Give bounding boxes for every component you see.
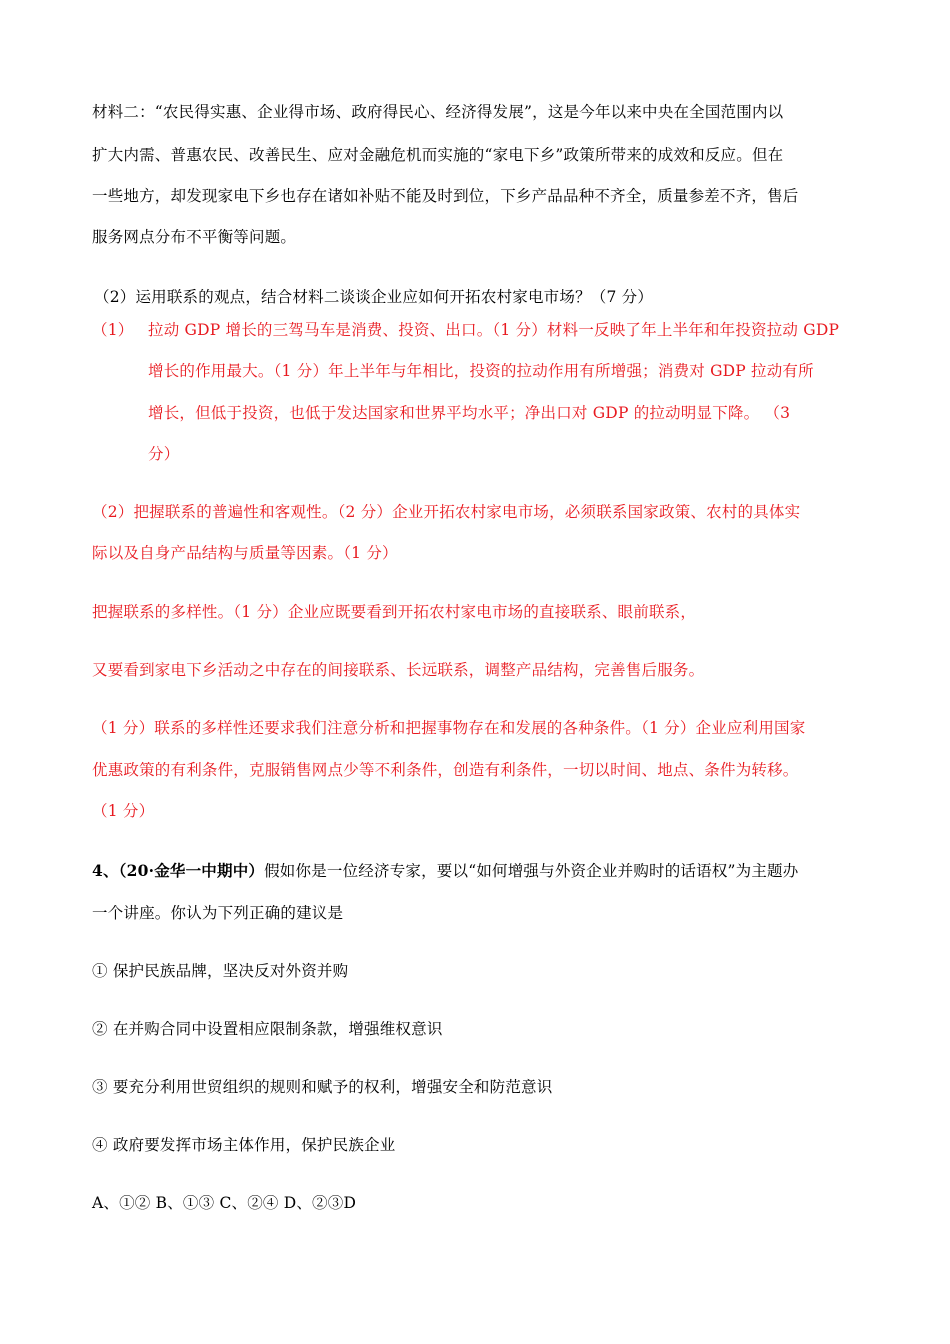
option-4: ④ 政府要发挥市场主体作用，保护民族企业 xyxy=(92,1136,396,1154)
answer1-line-3: 增长，但低于投资，也低于发达国家和世界平均水平；净出口对 GDP 的拉动明显下降。 （3 xyxy=(148,404,791,422)
answer2-line-1: （2）把握联系的普遍性和客观性。（2 分）企业开拓农村家电市场，必须联系国家政策、农村的具体实 xyxy=(92,503,801,521)
material2-line-3: 一些地方，却发现家电下乡也存在诸如补贴不能及时到位，下乡产品品种不齐全，质量参差不齐，售后 xyxy=(92,187,799,205)
answer3-line-4: 优惠政策的有利条件，克服销售网点少等不利条件，创造有利条件，一切以时间、地点、条件为转移。 xyxy=(92,761,799,779)
option-1: ① 保护民族品牌，坚决反对外资并购 xyxy=(92,962,349,980)
answer1-number: （1） xyxy=(92,321,134,339)
question-4-line-2: 一个讲座。你认为下列正确的建议是 xyxy=(92,904,344,922)
question-4-line-1 xyxy=(92,861,798,881)
answer1-line-4: 分） xyxy=(148,445,180,463)
option-3: ③ 要充分利用世贸组织的规则和赋予的权利，增强安全和防范意识 xyxy=(92,1078,553,1096)
answer3-line-1: 把握联系的多样性。（1 分）企业应既要看到开拓农村家电市场的直接联系、眼前联系， xyxy=(92,603,697,621)
question-4-text: 假如你是一位经济专家，要以“如何增强与外资企业并购时的话语权”为主题办 xyxy=(264,862,799,880)
material2-line-1: 材料二：“农民得实惠、企业得市场、政府得民心、经济得发展”，这是今年以来中央在全国范围内以 xyxy=(92,103,784,121)
answer2-line-2: 际以及自身产品结构与质量等因素。（1 分） xyxy=(92,544,398,562)
answer-choices: A、①② B、①③ C、②④ D、②③D xyxy=(92,1194,357,1212)
answer3-line-3: （1 分）联系的多样性还要求我们注意分析和把握事物存在和发展的各种条件。（1 分）企业应利用国家 xyxy=(92,719,806,737)
answer3-line-5: （1 分） xyxy=(92,802,155,820)
answer1-line-2: 增长的作用最大。（1 分）年上半年与年相比，投资的拉动作用有所增强；消费对 GDP 拉动有所 xyxy=(148,362,814,380)
answer1-line-1: 拉动 GDP 增长的三驾马车是消费、投资、出口。（1 分）材料一反映了年上半年和年投资拉动 GDP xyxy=(148,321,840,339)
question-2: （2）运用联系的观点，结合材料二谈谈企业应如何开拓农村家电市场？（7 分） xyxy=(94,288,654,306)
answer3-line-2: 又要看到家电下乡活动之中存在的间接联系、长远联系，调整产品结构，完善售后服务。 xyxy=(92,661,705,679)
material2-line-4: 服务网点分布不平衡等问题。 xyxy=(92,228,297,246)
question-4-source: 4、（20·金华一中期中） xyxy=(92,861,265,880)
option-2: ② 在并购合同中设置相应限制条款，增强维权意识 xyxy=(92,1020,443,1038)
material2-line-2: 扩大内需、普惠农民、改善民生、应对金融危机而实施的“家电下乡”政策所带来的成效和反应。但在 xyxy=(92,146,784,164)
